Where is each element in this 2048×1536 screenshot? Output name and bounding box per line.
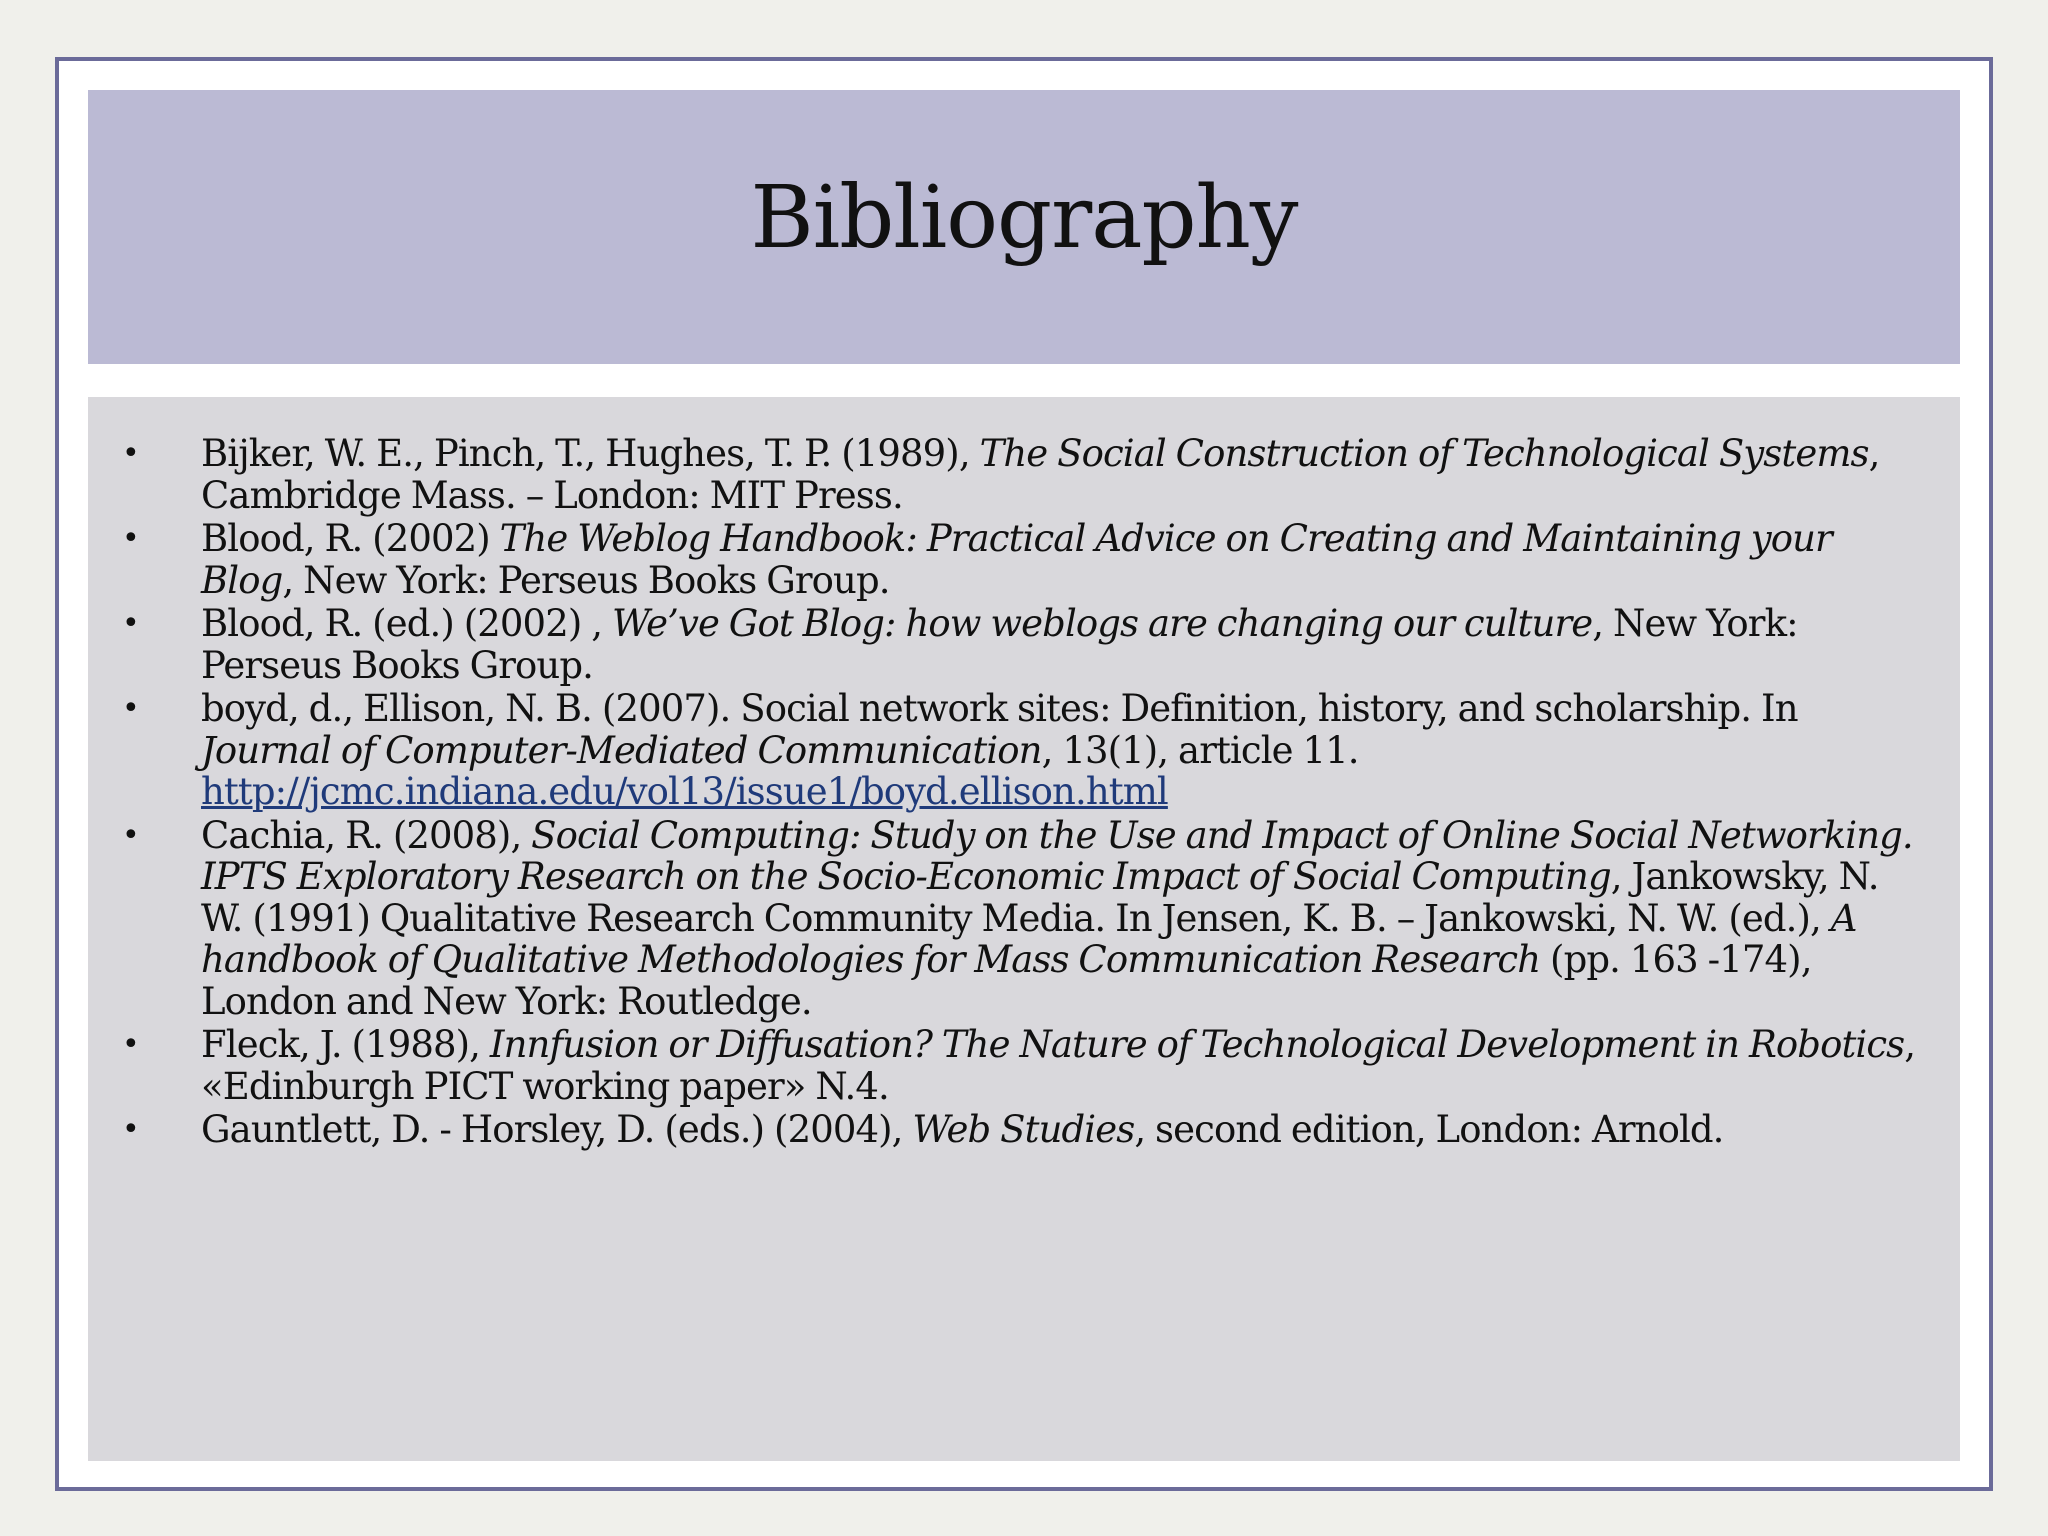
entry-text: Blood, R. (2002) (201, 517, 500, 560)
bibliography-entry-4 (88, 688, 1960, 813)
bibliography-entry-6 (88, 1024, 1960, 1107)
bullet: • (122, 817, 139, 853)
entry-title: The Weblog Handbook: Practical Advice on Creating and Maintaining your Blog (201, 517, 1832, 602)
entry-text: , New York: Perseus Books Group. (201, 602, 1798, 687)
entry-title: Social Computing: Study on the Use and Impact of Online Social Networking. IPTS Exploratory Research on the Socio-Economic Impact of Social Computing (201, 813, 1913, 898)
bibliography-entry-1 (88, 433, 1960, 516)
entry-text: , Cambridge Mass. – London: MIT Press. (201, 432, 1880, 517)
slide-title: Bibliography (750, 168, 1298, 268)
entry-text: Bijker, W. E., Pinch, T., Hughes, T. P. (1989), (201, 432, 980, 475)
entry-title: We’ve Got Blog: how weblogs are changing our culture (611, 602, 1593, 645)
bullet: • (122, 1027, 139, 1062)
entry-title: Web Studies (912, 1108, 1135, 1151)
bullet: • (122, 1112, 139, 1147)
bibliography-entry-3 (88, 603, 1960, 686)
entry-text: boyd, d., Ellison, N. B. (2007). Social network sites: Definition, history, and scholarship. In (201, 687, 1798, 730)
entry-title: The Social Construction of Technological Systems (979, 432, 1869, 475)
entry-link[interactable]: http://jcmc.indiana.edu/vol13/issue1/boyd.ellison.html (201, 770, 1168, 813)
entry-text: (pp. 163 -174), London and New York: Routledge. (201, 938, 1812, 1023)
bibliography-entry-7 (88, 1109, 1960, 1151)
entry-text: , Jankowsky, N. W. (1991) Qualitative Research Community Media. In Jensen, K. B. – Jankowski, N. W. (ed.), (201, 855, 1879, 940)
entry-text: Blood, R. (ed.) (2002) , (201, 602, 612, 645)
entry-text: Cachia, R. (2008), (201, 813, 532, 857)
bibliography-entry-2 (88, 518, 1960, 601)
title-band (88, 90, 1960, 364)
bullet: • (122, 606, 139, 641)
entry-title: A handbook of Qualitative Methodologies for Mass Communication Research (201, 896, 1857, 981)
content-panel (88, 397, 1960, 1461)
bullet: • (122, 436, 139, 471)
bibliography-entry-5 (88, 815, 1960, 1023)
entry-title: Innfusion or Diffusation? The Nature of Technological Development in Robotics (489, 1023, 1905, 1066)
entry-text: Gauntlett, D. - Horsley, D. (eds.) (2004), (201, 1108, 913, 1151)
entry-title: Journal of Computer-Mediated Communication (201, 728, 1042, 772)
bullet: • (122, 691, 139, 726)
bullet: • (122, 521, 139, 556)
bibliography-list (88, 433, 1960, 1153)
entry-text: , «Edinburgh PICT working paper» N.4. (201, 1023, 1916, 1108)
entry-text: , New York: Perseus Books Group. (282, 558, 890, 602)
entry-text: Fleck, J. (1988), (201, 1023, 490, 1066)
entry-text: , 13(1), article 11. (1041, 728, 1359, 772)
entry-text: , second edition, London: Arnold. (1134, 1108, 1724, 1151)
